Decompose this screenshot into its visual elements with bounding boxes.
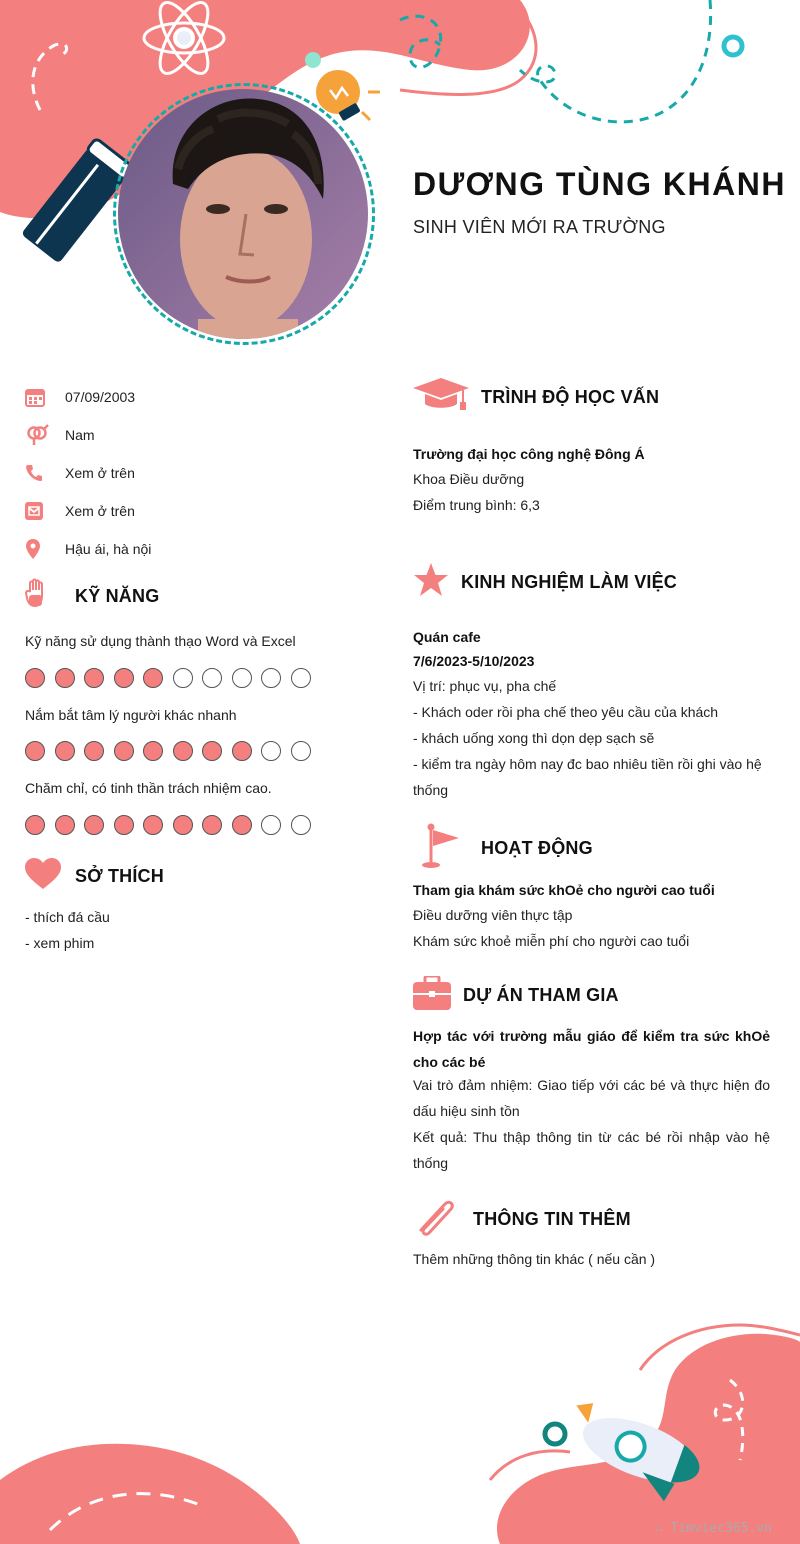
rating-dot-filled <box>143 741 163 761</box>
contact-email <box>25 498 385 524</box>
star-icon <box>413 563 461 602</box>
skill-rating <box>25 741 320 761</box>
extra-heading <box>413 1196 631 1243</box>
briefcase-icon <box>413 976 463 1015</box>
experience-period: 7/6/2023-5/10/2023 <box>413 653 535 669</box>
rating-dot-filled <box>55 741 75 761</box>
contact-gender-text: Nam <box>65 427 95 443</box>
location-icon <box>25 538 53 560</box>
footer-brand-text: Timviec365.vn <box>670 1521 772 1536</box>
phone-icon <box>25 462 53 484</box>
candidate-position: SINH VIÊN MỚI RA TRƯỜNG <box>413 217 666 237</box>
rating-dot-filled <box>25 815 45 835</box>
contact-phone-text: Xem ở trên <box>65 465 135 481</box>
contact-address <box>25 536 385 562</box>
rating-dot-filled <box>84 668 104 688</box>
rating-dot-filled <box>202 815 222 835</box>
avatar-portrait-image <box>118 89 368 339</box>
rating-dot-filled <box>114 741 134 761</box>
education-faculty: Khoa Điều dưỡng <box>413 471 525 487</box>
calendar-icon <box>25 386 53 408</box>
experience-duty: - Khách oder rồi pha chế theo yêu cầu của khách <box>413 704 719 720</box>
rating-dot-empty <box>261 741 281 761</box>
rating-dot-filled <box>114 815 134 835</box>
activities-heading-label: HOẠT ĐỘNG <box>481 838 593 858</box>
education-gpa: Điểm trung bình: 6,3 <box>413 497 540 513</box>
email-icon <box>25 500 53 522</box>
graduation-cap-icon <box>413 378 481 417</box>
projects-heading <box>413 976 619 1015</box>
contact-birthday-text: 07/09/2003 <box>65 389 136 405</box>
experience-duty: - kiểm tra ngày hôm nay đc bao nhiêu tiền rồi ghi vào hệ thống <box>413 756 762 798</box>
contact-address-text: Hậu ái, hà nội <box>65 541 152 557</box>
rating-dot-filled <box>232 815 252 835</box>
rating-dot-filled <box>143 668 163 688</box>
experience-company: Quán cafe <box>413 629 481 645</box>
rating-dot-filled <box>143 815 163 835</box>
rating-dot-empty <box>291 741 311 761</box>
experience-heading-label: KINH NGHIỆM LÀM VIỆC <box>461 572 678 592</box>
project-role: Vai trò đảm nhiệm: Giao tiếp với các bé và thực hiện đo dấu hiệu sinh tồn <box>413 1077 770 1119</box>
avatar <box>118 89 368 339</box>
education-heading <box>413 378 659 417</box>
hobbies-heading <box>25 858 164 895</box>
hobby-item: - xem phim <box>25 935 95 951</box>
hobby-item: - thích đá cầu <box>25 909 110 925</box>
rating-dot-filled <box>55 815 75 835</box>
skill-rating <box>25 668 320 688</box>
rating-dot-empty <box>261 668 281 688</box>
footer-brand: ∴ Timviec365.vn <box>654 1521 772 1536</box>
rating-dot-filled <box>25 668 45 688</box>
extra-text: Thêm những thông tin khác ( nếu cần ) <box>413 1251 656 1267</box>
rating-dot-filled <box>114 668 134 688</box>
rating-dot-empty <box>202 668 222 688</box>
rating-dot-empty <box>232 668 252 688</box>
rating-dot-filled <box>173 741 193 761</box>
experience-heading <box>413 563 677 602</box>
rating-dot-empty <box>173 668 193 688</box>
projects-heading-label: DỰ ÁN THAM GIA <box>463 985 619 1005</box>
project-title: Hợp tác với trường mẫu giáo để kiểm tra sức khOẻ cho các bé <box>413 1028 770 1070</box>
paperclip-icon <box>413 1196 473 1243</box>
skills-heading-label: KỸ NĂNG <box>75 586 160 606</box>
rating-dot-filled <box>202 741 222 761</box>
heart-icon <box>25 858 75 895</box>
contact-birthday <box>25 384 385 410</box>
rating-dot-empty <box>291 815 311 835</box>
gender-icon <box>25 424 53 446</box>
skill-name: Nắm bắt tâm lý người khác nhanh <box>25 707 237 723</box>
rating-dot-filled <box>173 815 193 835</box>
project-result: Kết quả: Thu thập thông tin từ các bé rồi nhập vào hệ thống <box>413 1129 770 1171</box>
contact-email-text: Xem ở trên <box>65 503 135 519</box>
contact-phone <box>25 460 385 486</box>
rating-dot-empty <box>291 668 311 688</box>
rating-dot-empty <box>261 815 281 835</box>
education-school: Trường đại học công nghệ Đông Á <box>413 446 645 462</box>
skills-heading <box>25 578 159 615</box>
contact-gender <box>25 422 385 448</box>
rating-dot-filled <box>25 741 45 761</box>
activities-heading <box>413 822 593 875</box>
extra-heading-label: THÔNG TIN THÊM <box>473 1209 631 1229</box>
hobbies-heading-label: SỞ THÍCH <box>75 866 164 886</box>
skill-name: Chăm chỉ, có tinh thần trách nhiệm cao. <box>25 780 272 796</box>
activity-desc: Khám sức khoẻ miễn phí cho người cao tuổi <box>413 933 690 949</box>
activity-title: Tham gia khám sức khOẻ cho người cao tuổi <box>413 882 715 898</box>
rating-dot-filled <box>84 741 104 761</box>
experience-role: Vị trí: phục vụ, pha chế <box>413 678 557 694</box>
skill-rating <box>25 815 320 835</box>
candidate-name: DƯƠNG TÙNG KHÁNH <box>413 166 786 202</box>
hand-icon <box>25 578 75 615</box>
rating-dot-filled <box>84 815 104 835</box>
education-heading-label: TRÌNH ĐỘ HỌC VẤN <box>481 387 660 407</box>
skill-name: Kỹ năng sử dụng thành thạo Word và Excel <box>25 633 296 649</box>
activity-role: Điều dưỡng viên thực tập <box>413 907 573 923</box>
experience-duty: - khách uống xong thì dọn dẹp sạch sẽ <box>413 730 655 746</box>
rating-dot-filled <box>232 741 252 761</box>
flag-icon <box>413 822 481 875</box>
rating-dot-filled <box>55 668 75 688</box>
